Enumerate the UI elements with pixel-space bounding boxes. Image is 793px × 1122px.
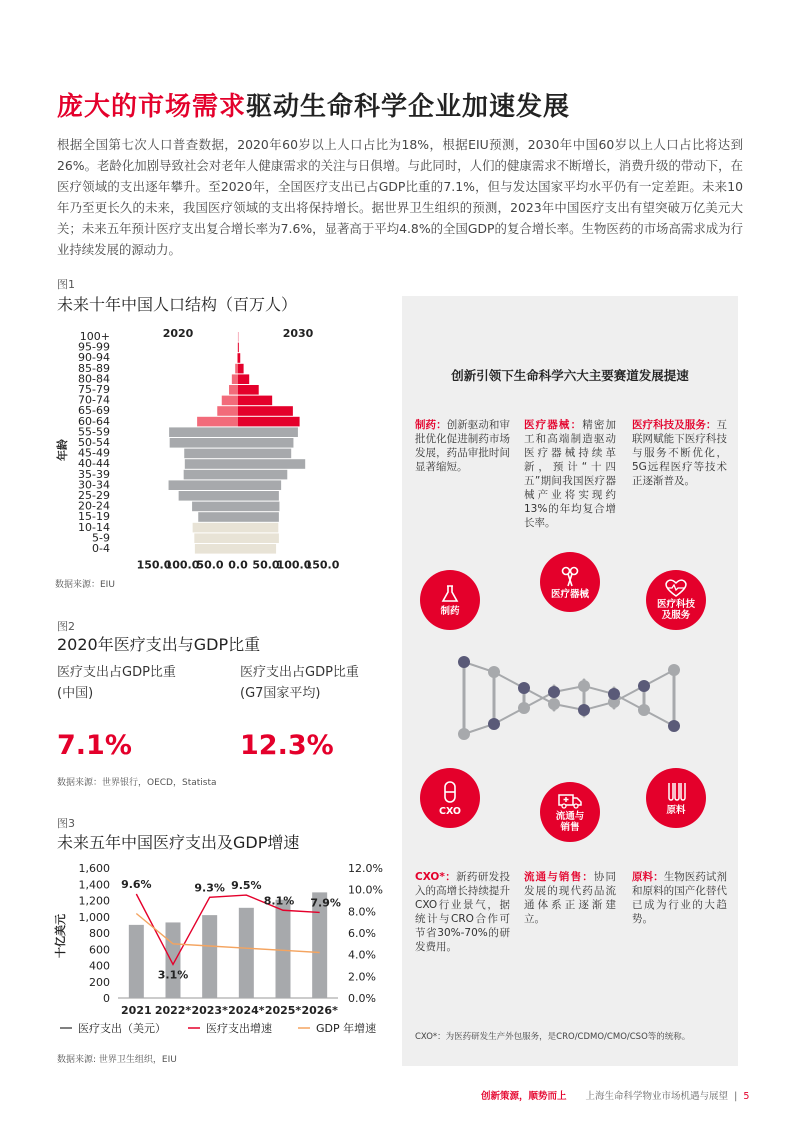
spending-bar — [129, 925, 144, 998]
combo-x-tick: 2023* — [191, 1004, 228, 1017]
pharma-circle — [420, 570, 480, 630]
pyramid-bar-2020 — [222, 396, 238, 406]
g7-stat-label — [240, 662, 359, 704]
raw-material-description — [632, 870, 727, 926]
dna-node — [548, 686, 560, 698]
combo-left-tick: 1,400 — [78, 878, 110, 892]
dna-node — [458, 656, 470, 668]
device-text: 精密加工和高端制造驱动医疗器械持续革新，预计“十四五”期间我国医疗器械产业将实现约13%的年均复合增长率。 — [524, 419, 617, 529]
growth-data-label: 8.1% — [263, 894, 295, 908]
china-stat-label-line1: 医疗支出占GDP比重 — [57, 665, 176, 680]
flask-icon — [439, 584, 461, 604]
raw-material-circle-label: 原料 — [666, 804, 686, 816]
spending-bar — [166, 922, 181, 998]
pyramid-x-tick: 50.0 — [196, 558, 224, 572]
dna-node — [518, 702, 530, 714]
device-description — [524, 418, 616, 530]
china-stat-label-line2: (中国) — [57, 686, 94, 701]
pyramid-bar-2020 — [237, 353, 238, 363]
china-stat-value: 7.1% — [57, 730, 132, 761]
combo-x-tick: 2025* — [264, 1004, 302, 1017]
combo-left-tick: 1,000 — [78, 910, 110, 924]
pyramid-bar-2030 — [238, 364, 244, 374]
pyramid-age-label: 45-49 — [78, 446, 110, 460]
tech-circle-label-2: 及服务 — [661, 610, 691, 621]
pyramid-bar-2030 — [238, 470, 287, 480]
pyramid-x-tick: 0.0 — [228, 558, 248, 572]
heart-pulse-icon — [664, 579, 688, 597]
pyramid-left-header: 2020 — [162, 327, 194, 340]
pyramid-bar-2030 — [238, 406, 293, 416]
dna-node — [638, 704, 650, 716]
pyramid-bar-2030 — [238, 449, 291, 459]
dna-node — [578, 704, 590, 716]
pyramid-age-label: 25-29 — [78, 489, 110, 502]
pyramid-bar-2030 — [238, 374, 249, 384]
scissors-icon — [559, 565, 581, 587]
pyramid-bar-2020 — [197, 417, 238, 427]
pyramid-bar-2030 — [238, 533, 279, 543]
page-title-highlight: 庞大的市场需求 — [57, 92, 247, 122]
fig2-source: 数据来源：世界银行，OECD，Statista — [57, 778, 217, 788]
combo-right-tick: 6.0% — [348, 927, 376, 940]
population-pyramid-chart — [52, 320, 392, 576]
pyramid-bar-2030 — [238, 396, 272, 406]
page-title-rest: 驱动生命科学企业加速发展 — [246, 92, 571, 122]
dna-node — [518, 682, 530, 694]
capsule-icon — [439, 780, 461, 804]
device-circle-label: 医疗器械 — [550, 588, 589, 600]
page-number: 5 — [743, 1091, 750, 1102]
spending-bar — [202, 915, 217, 998]
footer-slogan: 创新策源，顺势而上 — [481, 1091, 567, 1102]
pharma-text: 创新驱动和审批优化促进制药市场发展，药品审批时间显著缩短。 — [415, 419, 510, 473]
tech-heading: 医疗科技及服务： — [632, 419, 717, 431]
pharma-description — [415, 418, 510, 474]
pyramid-y-axis-label: 年龄 — [56, 439, 69, 461]
pyramid-bar-2020 — [194, 533, 238, 543]
pyramid-age-label: 30-34 — [78, 478, 110, 492]
page-footer — [481, 1088, 749, 1102]
cxo-circle — [420, 768, 480, 828]
device-circle — [540, 552, 600, 612]
growth-data-label: 9.3% — [194, 881, 225, 895]
pyramid-age-label: 20-24 — [78, 499, 110, 513]
pyramid-bar-2020 — [198, 512, 238, 522]
spending-bar — [276, 900, 291, 998]
pyramid-age-label: 75-79 — [78, 383, 110, 396]
pyramid-bar-2020 — [235, 364, 238, 374]
pyramid-age-label: 95-99 — [78, 340, 110, 354]
pyramid-bar-2020 — [179, 491, 238, 501]
dna-node — [668, 664, 680, 676]
pyramid-bar-2020 — [193, 523, 238, 533]
combo-left-tick: 600 — [89, 943, 110, 957]
fig2-label: 图2 — [57, 620, 75, 633]
pyramid-age-label: 35-39 — [78, 467, 110, 481]
raw-material-circle — [646, 768, 706, 828]
pyramid-age-label: 80-84 — [78, 372, 110, 386]
pyramid-age-label: 55-59 — [78, 425, 110, 439]
growth-data-label: 9.5% — [231, 879, 262, 893]
combo-left-tick: 800 — [89, 927, 110, 940]
pharma-circle-label: 制药 — [440, 605, 460, 617]
combo-left-tick: 1,600 — [78, 862, 110, 875]
pyramid-right-header: 2030 — [282, 327, 314, 340]
pyramid-bar-2020 — [192, 502, 238, 512]
pyramid-bar-2020 — [195, 544, 238, 554]
fig3-source: 数据来源: 世界卫生组织，EIU — [57, 1055, 177, 1065]
footer-doc-title: 上海生命科学物业市场机遇与展望 — [585, 1091, 729, 1102]
distribution-text: 协同发展的现代药品流通体系正逐渐建立。 — [524, 871, 617, 925]
pyramid-x-tick: 50.0 — [252, 558, 280, 572]
pyramid-bar-2030 — [238, 417, 300, 427]
combo-x-tick: 2021 — [121, 1004, 152, 1017]
dna-helix-graphic — [448, 648, 698, 748]
pyramid-x-tick: 150.0 — [304, 558, 340, 572]
combo-right-tick: 10.0% — [348, 883, 383, 897]
fig1-label: 图1 — [57, 278, 75, 291]
pyramid-age-label: 85-89 — [78, 361, 110, 375]
pyramid-x-tick: 100.0 — [276, 558, 312, 572]
pyramid-bar-2030 — [238, 491, 279, 501]
pyramid-age-label: 10-14 — [78, 520, 110, 534]
dna-node — [488, 718, 500, 730]
pyramid-age-label: 100+ — [79, 330, 110, 343]
pyramid-bar-2030 — [238, 385, 259, 395]
fig1-source: 数据来源：EIU — [55, 580, 115, 590]
combo-x-tick: 2026* — [301, 1004, 338, 1017]
pyramid-bar-2030 — [238, 353, 240, 363]
dna-node — [668, 720, 680, 732]
cxo-heading: CXO*： — [415, 871, 457, 883]
distribution-heading: 流通与销售： — [524, 871, 594, 883]
pyramid-bar-2020 — [217, 406, 238, 416]
g7-stat-label-line1: 医疗支出占GDP比重 — [240, 665, 359, 680]
raw-material-text: 生物医药试剂和原料的国产化替代已成为行业的大趋势。 — [632, 871, 727, 925]
combo-left-tick: 200 — [89, 975, 110, 989]
distribution-circle-label-2: 销售 — [560, 822, 580, 833]
pyramid-bar-2030 — [238, 480, 281, 490]
combo-x-tick: 2022* — [154, 1004, 192, 1017]
pyramid-bar-2030 — [238, 343, 239, 353]
device-heading: 医疗器械： — [524, 419, 583, 431]
growth-data-label: 3.1% — [157, 968, 189, 982]
spending-growth-chart — [52, 856, 397, 1046]
fig3-title: 未来五年中国医疗支出及GDP增速 — [57, 833, 300, 852]
pyramid-bar-2020 — [229, 385, 238, 395]
cxo-footnote: CXO*：为医药研发生产外包服务，是CRO/CDMO/CMO/CSO等的统称。 — [415, 1032, 691, 1042]
pyramid-bar-2020 — [170, 438, 238, 448]
pyramid-age-label: 0-4 — [92, 542, 110, 555]
pyramid-bar-2030 — [238, 512, 279, 522]
pyramid-bar-2030 — [238, 427, 298, 437]
pyramid-bar-2020 — [169, 480, 238, 490]
pyramid-bar-2030 — [238, 544, 276, 554]
pyramid-bar-2020 — [184, 470, 238, 480]
tech-circle-label-1: 医疗科技 — [656, 599, 695, 610]
growth-data-label: 9.6% — [121, 878, 152, 891]
legend-label: 医疗支出（美元） — [78, 1022, 166, 1035]
ambulance-icon — [557, 791, 583, 809]
combo-right-tick: 12.0% — [348, 862, 383, 875]
combo-left-tick: 400 — [89, 959, 110, 973]
pyramid-bar-2020 — [185, 459, 238, 469]
dna-node — [488, 666, 500, 678]
g7-stat-value: 12.3% — [240, 730, 334, 761]
distribution-circle — [540, 782, 600, 842]
pyramid-x-tick: 150.0 — [136, 558, 172, 572]
raw-material-heading: 原料： — [632, 871, 664, 883]
pharma-heading: 制药： — [415, 419, 447, 431]
dna-node — [578, 680, 590, 692]
pyramid-age-label: 70-74 — [78, 393, 110, 407]
pyramid-age-label: 60-64 — [78, 414, 110, 428]
pyramid-bar-2020 — [169, 427, 238, 437]
spending-bar — [239, 908, 254, 998]
pyramid-bar-2020 — [232, 374, 238, 384]
dna-node — [608, 688, 620, 700]
g7-stat-label-line2: (G7国家平均) — [240, 686, 321, 701]
tech-text: 互联网赋能下医疗科技与服务不断优化，5G远程医疗等技术正逐渐普及。 — [632, 419, 727, 487]
dna-node — [548, 698, 560, 710]
footer-separator: | — [734, 1091, 738, 1102]
combo-left-tick: 0 — [103, 992, 110, 1005]
legend-label: GDP 年增速 — [316, 1022, 377, 1035]
pyramid-age-label: 5-9 — [92, 531, 110, 545]
cxo-description — [415, 870, 510, 954]
pyramid-bar-2030 — [238, 459, 305, 469]
cxo-circle-label: CXO — [438, 805, 462, 817]
test-tubes-icon — [664, 781, 688, 803]
panel-title: 创新引领下生命科学六大主要赛道发展提速 — [451, 368, 689, 383]
pyramid-age-label: 15-19 — [78, 510, 110, 524]
legend-label: 医疗支出增速 — [206, 1022, 272, 1035]
pyramid-age-label: 65-69 — [78, 404, 110, 418]
growth-data-label: 7.9% — [310, 896, 341, 910]
china-stat-label — [57, 662, 176, 704]
pyramid-bar-2030 — [238, 438, 293, 448]
distribution-circle-label-1: 流通与 — [555, 811, 585, 822]
intro-paragraph: 根据全国第七次人口普查数据，2020年60岁以上人口占比为18%，根据EIU预测，2030年中国60岁以上人口占比将达到26%。老龄化加剧导致社会对老年人健康需求的关注与日俱增。与此同时，人们的健康需求不断增长，消费升级的带动下，在医疗领域的支出逐年攀升。至2020年，全国医疗支出已占GDP比重的7.1%，但与发达国家平均水平仍有一定差距。未来10年乃至更长久的未来，我国医疗领域的支出将保持增长。据世界卫生组织的预测，2023年中国医疗支出有望突破万亿美元大关；未来五年预计医疗支出复合增长率为7.6%，显著高于平均4.8%的全国GDP的复合增长率。生物医药的市场高需求成为行业持续发展的源动力。 — [57, 137, 743, 257]
tech-description — [632, 418, 727, 488]
combo-right-tick: 4.0% — [348, 948, 376, 962]
page-title — [57, 86, 570, 123]
combo-right-tick: 8.0% — [348, 905, 376, 919]
combo-right-tick: 2.0% — [348, 970, 376, 984]
pyramid-bar-2030 — [238, 523, 278, 533]
dna-node — [458, 728, 470, 740]
cxo-text: 新药研发投入的高增长持续提升CXO行业景气，据统计与CRO合作可节省30%-70%的研发费用。 — [415, 871, 510, 953]
pyramid-age-label: 40-44 — [78, 457, 110, 471]
pyramid-bar-2020 — [184, 449, 238, 459]
fig3-label: 图3 — [57, 817, 75, 830]
pyramid-age-label: 50-54 — [78, 436, 110, 449]
fig2-title: 2020年医疗支出与GDP比重 — [57, 635, 261, 654]
combo-x-tick: 2024* — [228, 1004, 265, 1017]
pyramid-age-label: 90-94 — [78, 351, 110, 365]
combo-y-axis-label: 十亿美元 — [54, 914, 67, 958]
dna-node — [638, 680, 650, 692]
pyramid-x-tick: 100.0 — [164, 558, 200, 572]
combo-right-tick: 0.0% — [348, 992, 376, 1005]
pyramid-bar-2030 — [238, 502, 279, 512]
distribution-description — [524, 870, 616, 926]
fig1-title: 未来十年中国人口结构（百万人） — [57, 295, 298, 314]
tech-circle — [646, 570, 706, 630]
combo-left-tick: 1,200 — [78, 894, 110, 908]
